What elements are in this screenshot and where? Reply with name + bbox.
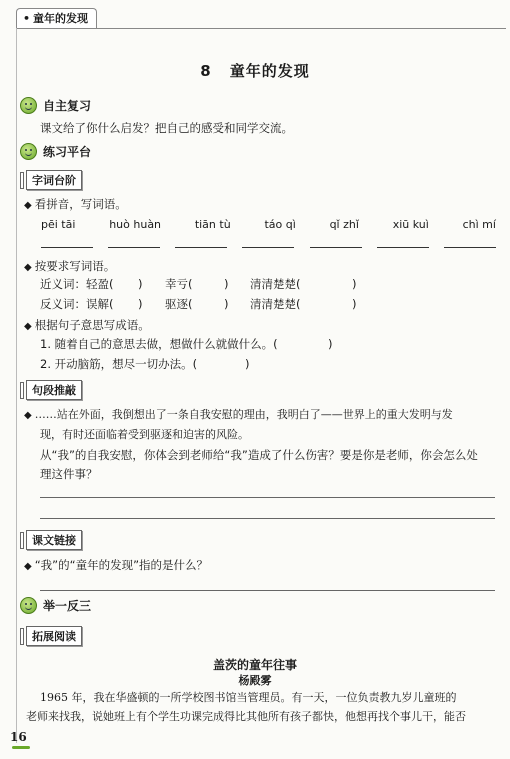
answer-line[interactable] [40, 518, 495, 519]
header-rule [16, 28, 506, 29]
pinyin-item: tiān tù [194, 218, 231, 231]
vocab-q3 [24, 317, 150, 335]
synonym-item: 幸亏( [165, 277, 193, 291]
story-author: 杨殿雾 [238, 674, 272, 687]
lesson-number: 8 [200, 62, 212, 80]
synonym-close: ) [138, 277, 143, 291]
page-number: 16 [10, 730, 27, 744]
pinyin-item: táo qì [264, 218, 296, 231]
synonym-item: 清清楚楚( [250, 277, 301, 291]
answer-line[interactable] [40, 590, 495, 591]
vocab-q2-text: 按要求写词语。 [34, 259, 116, 273]
diamond-icon: ◆ [24, 200, 32, 211]
idiom-close-2: ) [245, 357, 250, 371]
answer-line[interactable] [40, 497, 495, 498]
vocab-q2 [24, 258, 115, 276]
vocab-q1-text: 看拼音，写词语。 [34, 197, 127, 211]
lesson-title-text: 童年的发现 [229, 62, 310, 80]
self-review-heading [20, 97, 91, 114]
answer-blank[interactable] [444, 247, 496, 248]
vocab-q3-text: 根据句子意思写成语。 [34, 318, 150, 332]
passage-question-line-2: 理这件事？ [40, 467, 98, 481]
antonym-close: ) [224, 297, 229, 311]
answer-blank[interactable] [377, 247, 429, 248]
answer-blank[interactable] [108, 247, 160, 248]
antonym-label: 反义词： [40, 297, 86, 311]
answer-blank[interactable] [41, 247, 93, 248]
practice-label: 练习平台 [43, 145, 92, 159]
synonym-close: ) [352, 277, 357, 291]
lesson-title [0, 60, 510, 81]
link-question-text: “我”的“童年的发现”指的是什么？ [34, 558, 209, 572]
synonym-close: ) [224, 277, 229, 291]
passage-question-line-1: 从“我”的自我安慰，你体会到老师给“我”造成了什么伤害？要是你是老师，你会怎么处 [40, 448, 478, 462]
diamond-icon: ◆ [24, 561, 32, 572]
smiley-icon [20, 97, 37, 114]
passage-label: 句段推敲 [26, 380, 82, 400]
chapter-tab-label: 童年的发现 [33, 12, 89, 25]
antonym-close: ) [352, 297, 357, 311]
smiley-icon [20, 597, 37, 614]
answer-blank[interactable] [242, 247, 294, 248]
reading-label: 拓展阅读 [26, 626, 82, 646]
practice-heading [20, 143, 91, 160]
pinyin-row [41, 218, 496, 231]
diamond-icon: ◆ [24, 321, 32, 332]
extension-heading [20, 597, 91, 614]
self-review-label: 自主复习 [43, 99, 92, 113]
margin-rule [16, 28, 17, 743]
idiom-question-1: 1. 随着自己的意思去做，想做什么就做什么。( [40, 337, 278, 351]
footer-leaf-icon [12, 746, 30, 749]
answer-blank[interactable] [310, 247, 362, 248]
pinyin-item: huò huàn [109, 218, 162, 231]
story-title: 盖茨的童年往事 [212, 658, 297, 672]
synonym-item: 轻盈( [86, 277, 114, 291]
story-paragraph-line-2: 老师来找我，说她班上有个学生功课完成得比其他所有孩子都快，他想再找个事儿干，能否 [26, 710, 466, 723]
vocab-label: 字词台阶 [26, 170, 82, 190]
passage-section-label [20, 380, 82, 400]
chapter-tab [16, 8, 97, 29]
synonym-label: 近义词： [40, 277, 86, 291]
synonym-row [40, 276, 114, 292]
antonym-row [40, 296, 114, 312]
diamond-icon: ◆ [24, 410, 32, 421]
pinyin-item: pēi tāi [41, 218, 76, 231]
antonym-item: 清清楚楚( [250, 297, 301, 311]
pinyin-item: qǐ zhǐ [329, 218, 359, 231]
link-section-label [20, 530, 82, 550]
reading-section-label [20, 626, 82, 646]
extension-label: 举一反三 [43, 599, 92, 613]
story-paragraph-line-1: 1965 年，我在华盛顿的一所学校图书馆当管理员。有一天，一位负责教九岁儿童班的 [40, 691, 457, 704]
antonym-close: ) [138, 297, 143, 311]
bullet-icon: • [23, 12, 31, 25]
pinyin-item: chì mí [462, 218, 496, 231]
pinyin-item: xiū kuì [392, 218, 429, 231]
vocab-q1 [24, 196, 127, 214]
vocab-section-label [20, 170, 82, 190]
antonym-item: 驱逐( [165, 297, 193, 311]
self-review-prompt: 课文给了你什么启发？把自己的感受和同学交流。 [40, 121, 293, 135]
link-label: 课文链接 [26, 530, 82, 550]
link-question [24, 557, 208, 575]
antonym-item: 误解( [86, 297, 114, 311]
passage-quote-text: ……站在外面，我倒想出了一条自我安慰的理由，我明白了——世界上的重大发明与发 [34, 408, 453, 421]
passage-quote-line-2: 现，有时还面临着受到驱逐和迫害的风险。 [40, 428, 249, 441]
answer-blank[interactable] [175, 247, 227, 248]
idiom-question-2: 2. 开动脑筋，想尽一切办法。( [40, 357, 198, 371]
idiom-close-1: ) [328, 337, 333, 351]
diamond-icon: ◆ [24, 262, 32, 273]
smiley-icon [20, 143, 37, 160]
pinyin-answer-row [41, 247, 496, 248]
passage-quote-line-1 [24, 407, 453, 424]
